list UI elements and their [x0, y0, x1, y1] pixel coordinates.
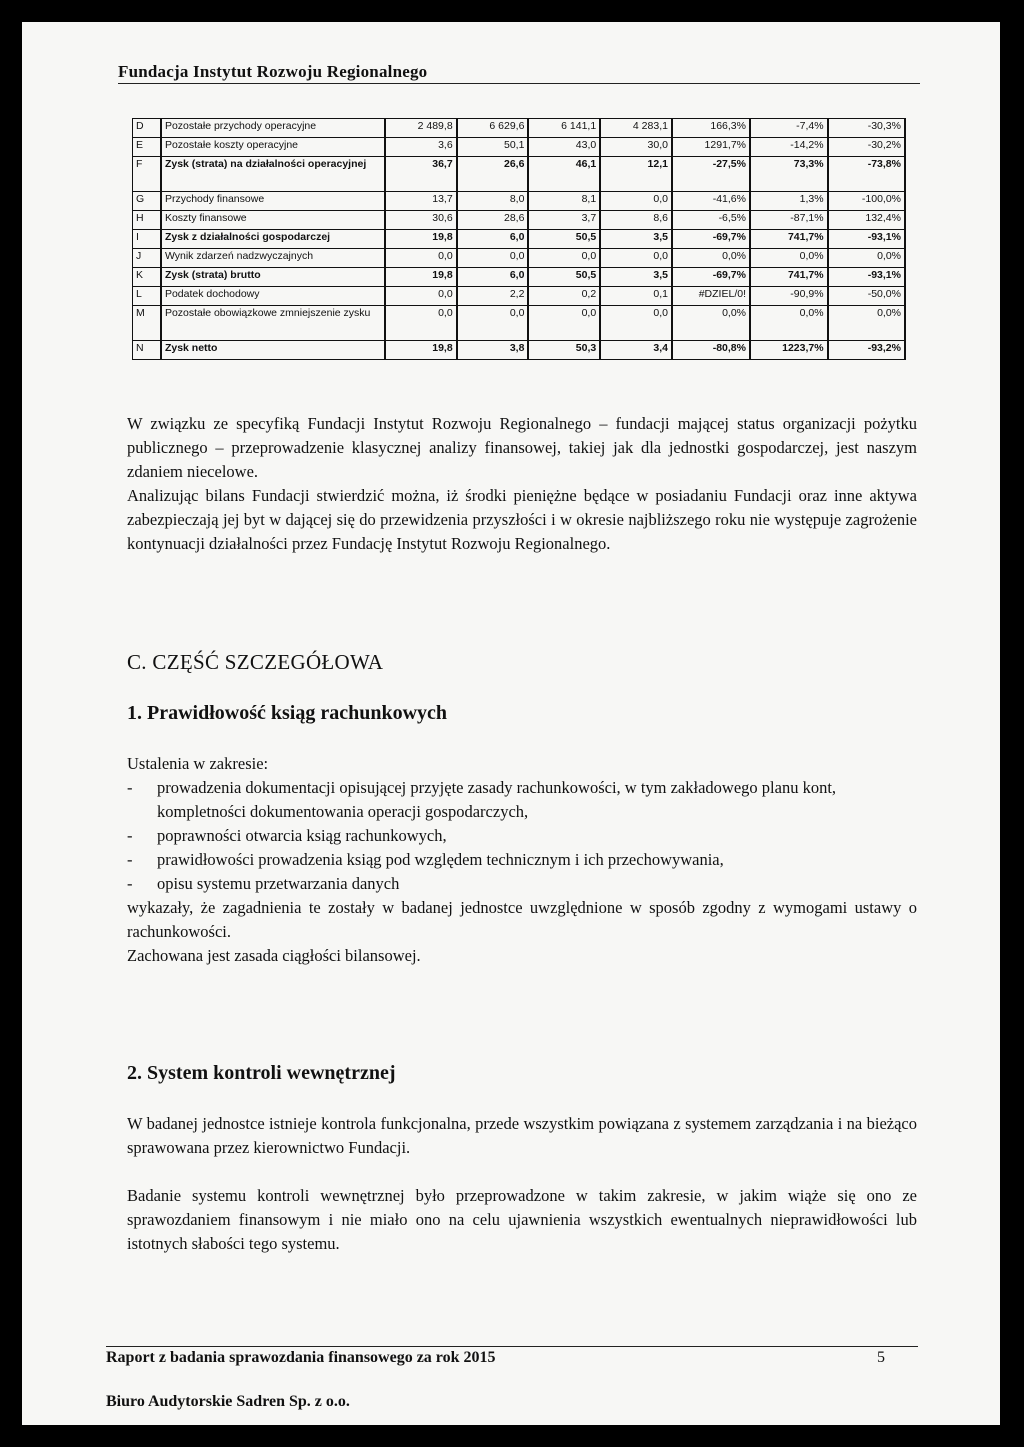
finding-item [127, 824, 917, 848]
value-cell: 26,6 [457, 157, 529, 192]
value-cell: 0,2 [528, 287, 600, 306]
row-code: H [133, 211, 161, 230]
value-cell: 0,0 [385, 287, 457, 306]
row-label: Zysk netto [161, 341, 385, 360]
percent-cell: -90,9% [750, 287, 828, 306]
value-cell: 8,1 [528, 192, 600, 211]
dash-mark: - [127, 778, 133, 797]
value-cell: 19,8 [385, 230, 457, 249]
row-code: I [133, 230, 161, 249]
value-cell: 50,5 [528, 268, 600, 287]
table-row [133, 341, 906, 360]
value-cell: 13,7 [385, 192, 457, 211]
percent-cell: -30,3% [828, 119, 905, 138]
table-row [133, 287, 906, 306]
percent-cell: -27,5% [672, 157, 750, 192]
value-cell: 0,0 [600, 192, 672, 211]
row-code: K [133, 268, 161, 287]
findings-intro: Ustalenia w zakresie: [127, 754, 269, 773]
row-code: N [133, 341, 161, 360]
value-cell: 8,6 [600, 211, 672, 230]
percent-cell: -69,7% [672, 268, 750, 287]
row-code: E [133, 138, 161, 157]
percent-cell: -93,1% [828, 230, 905, 249]
percent-cell: 0,0% [672, 249, 750, 268]
table-row [133, 306, 906, 341]
finding-item [127, 872, 917, 896]
dash-mark: - [127, 850, 133, 869]
percent-cell: -69,7% [672, 230, 750, 249]
analysis-text [127, 412, 917, 556]
value-cell: 3,7 [528, 211, 600, 230]
value-cell: 19,8 [385, 341, 457, 360]
value-cell: 2,2 [457, 287, 529, 306]
percent-cell: 741,7% [750, 230, 828, 249]
finding-text: opisu systemu przetwarzania danych [157, 874, 400, 893]
paragraph-control: W badanej jednostce istnieje kontrola funkcjonalna, przede wszystkim powiązana z systemem zarządzania i na bieżąco sprawowana przez kierownictwo Fundacji. [127, 1114, 917, 1157]
findings-block [127, 752, 917, 968]
page-number: 5 [877, 1349, 885, 1366]
percent-cell: 0,0% [672, 306, 750, 341]
row-label: Wynik zdarzeń nadzwyczajnych [161, 249, 385, 268]
value-cell: 6 141,1 [528, 119, 600, 138]
value-cell: 2 489,8 [385, 119, 457, 138]
percent-cell: 166,3% [672, 119, 750, 138]
row-code: F [133, 157, 161, 192]
footer-report-title: Raport z badania sprawozdania finansowego za rok 2015 [106, 1349, 496, 1366]
row-code: G [133, 192, 161, 211]
row-label: Podatek dochodowy [161, 287, 385, 306]
table-row [133, 138, 906, 157]
subsection-2-title: 2. System kontroli wewnętrznej [127, 1062, 396, 1084]
value-cell: 50,5 [528, 230, 600, 249]
percent-cell: 0,0% [828, 306, 905, 341]
table-row [133, 192, 906, 211]
row-label: Koszty finansowe [161, 211, 385, 230]
row-code: D [133, 119, 161, 138]
value-cell: 0,0 [457, 306, 529, 341]
value-cell: 3,8 [457, 341, 529, 360]
value-cell: 6,0 [457, 230, 529, 249]
header-divider [118, 83, 920, 84]
value-cell: 0,0 [600, 249, 672, 268]
table-row [133, 211, 906, 230]
percent-cell: 132,4% [828, 211, 905, 230]
percent-cell: -87,1% [750, 211, 828, 230]
findings-result: wykazały, że zagadnienia te zostały w badanej jednostce uwzględnione w sposób zgodny z wymogami ustawy o rachunkowości. [127, 898, 917, 941]
value-cell: 19,8 [385, 268, 457, 287]
row-label: Zysk (strata) na działalności operacyjnej [161, 157, 385, 192]
paragraph-balance: Analizując bilans Fundacji stwierdzić można, iż środki pieniężne będące w posiadaniu Fundacji oraz inne aktywa zabezpieczają jej byt w dającej się do przewidzenia przyszłości i w okresie najbliższego roku nie występuje zagrożenie kontynuacji działalności przez Fundację Instytut Rozwoju Regionalnego. [127, 486, 917, 553]
table-row [133, 268, 906, 287]
control-text-2 [127, 1184, 917, 1256]
percent-cell: 0,0% [828, 249, 905, 268]
finding-text: kompletności dokumentowania operacji gospodarczych, [157, 802, 529, 821]
value-cell: 3,5 [600, 230, 672, 249]
value-cell: 0,0 [600, 306, 672, 341]
row-code: J [133, 249, 161, 268]
value-cell: 28,6 [457, 211, 529, 230]
percent-cell: 73,3% [750, 157, 828, 192]
findings-continuity: Zachowana jest zasada ciągłości bilansowej. [127, 946, 421, 965]
percent-cell: 1291,7% [672, 138, 750, 157]
finding-item-extra [127, 800, 917, 824]
percent-cell: -30,2% [828, 138, 905, 157]
paragraph-control-scope: Badanie systemu kontroli wewnętrznej było przeprowadzone w takim zakresie, w jakim wiąże się ono ze sprawozdaniem finansowym i nie miało ono na celu ujawnienia wszystkich ewentualnych nieprawidłowości lub istotnych słabości tego systemu. [127, 1186, 917, 1253]
financial-table [132, 118, 906, 360]
value-cell: 0,0 [385, 249, 457, 268]
value-cell: 43,0 [528, 138, 600, 157]
value-cell: 30,6 [385, 211, 457, 230]
value-cell: 0,0 [385, 306, 457, 341]
row-code: L [133, 287, 161, 306]
table-row [133, 249, 906, 268]
section-c-title: C. CZĘŚĆ SZCZEGÓŁOWA [127, 650, 384, 674]
value-cell: 36,7 [385, 157, 457, 192]
percent-cell: -100,0% [828, 192, 905, 211]
subsection-1-title: 1. Prawidłowość ksiąg rachunkowych [127, 702, 448, 724]
row-label: Pozostałe koszty operacyjne [161, 138, 385, 157]
value-cell: 0,0 [528, 306, 600, 341]
findings-list [127, 776, 917, 896]
value-cell: 3,6 [385, 138, 457, 157]
table-row [133, 157, 906, 192]
table-row [133, 119, 906, 138]
value-cell: 46,1 [528, 157, 600, 192]
table-row [133, 230, 906, 249]
page-header-title: Fundacja Instytut Rozwoju Regionalnego [118, 62, 428, 81]
row-code: M [133, 306, 161, 341]
value-cell: 3,5 [600, 268, 672, 287]
percent-cell: -6,5% [672, 211, 750, 230]
value-cell: 4 283,1 [600, 119, 672, 138]
percent-cell: -7,4% [750, 119, 828, 138]
row-label: Pozostałe obowiązkowe zmniejszenie zysku [161, 306, 385, 341]
finding-text: prowadzenia dokumentacji opisującej przyjęte zasady rachunkowości, w tym zakładowego planu kont, [157, 778, 837, 797]
value-cell: 8,0 [457, 192, 529, 211]
finding-item [127, 848, 917, 872]
value-cell: 0,0 [528, 249, 600, 268]
value-cell: 50,1 [457, 138, 529, 157]
percent-cell: 741,7% [750, 268, 828, 287]
control-text-1 [127, 1112, 917, 1160]
percent-cell: #DZIEL/0! [672, 287, 750, 306]
percent-cell: -93,2% [828, 341, 905, 360]
percent-cell: -14,2% [750, 138, 828, 157]
percent-cell: 1223,7% [750, 341, 828, 360]
percent-cell: -50,0% [828, 287, 905, 306]
footer-firm-name: Biuro Audytorskie Sadren Sp. z o.o. [106, 1393, 350, 1410]
percent-cell: -73,8% [828, 157, 905, 192]
paragraph-specifics: W związku ze specyfiką Fundacji Instytut Rozwoju Regionalnego – fundacji mającej status organizacji pożytku publicznego – przeprowadzenie klasycznej analizy finansowej, takiej jak dla jednostki gospodarczej, jest naszym zdaniem niecelowe. [127, 414, 917, 481]
percent-cell: 0,0% [750, 306, 828, 341]
finding-item [127, 776, 917, 800]
value-cell: 3,4 [600, 341, 672, 360]
document-page [22, 22, 1000, 1425]
footer-divider [106, 1346, 918, 1347]
percent-cell: -80,8% [672, 341, 750, 360]
dash-mark: - [127, 874, 133, 893]
value-cell: 0,0 [457, 249, 529, 268]
row-label: Przychody finansowe [161, 192, 385, 211]
value-cell: 6,0 [457, 268, 529, 287]
value-cell: 0,1 [600, 287, 672, 306]
percent-cell: 1,3% [750, 192, 828, 211]
finding-text: prawidłowości prowadzenia ksiąg pod względem technicznym i ich przechowywania, [157, 850, 724, 869]
percent-cell: -41,6% [672, 192, 750, 211]
percent-cell: 0,0% [750, 249, 828, 268]
value-cell: 50,3 [528, 341, 600, 360]
percent-cell: -93,1% [828, 268, 905, 287]
row-label: Pozostałe przychody operacyjne [161, 119, 385, 138]
row-label: Zysk (strata) brutto [161, 268, 385, 287]
value-cell: 30,0 [600, 138, 672, 157]
row-label: Zysk z działalności gospodarczej [161, 230, 385, 249]
finding-text: poprawności otwarcia ksiąg rachunkowych, [157, 826, 447, 845]
value-cell: 6 629,6 [457, 119, 529, 138]
value-cell: 12,1 [600, 157, 672, 192]
dash-mark: - [127, 826, 133, 845]
